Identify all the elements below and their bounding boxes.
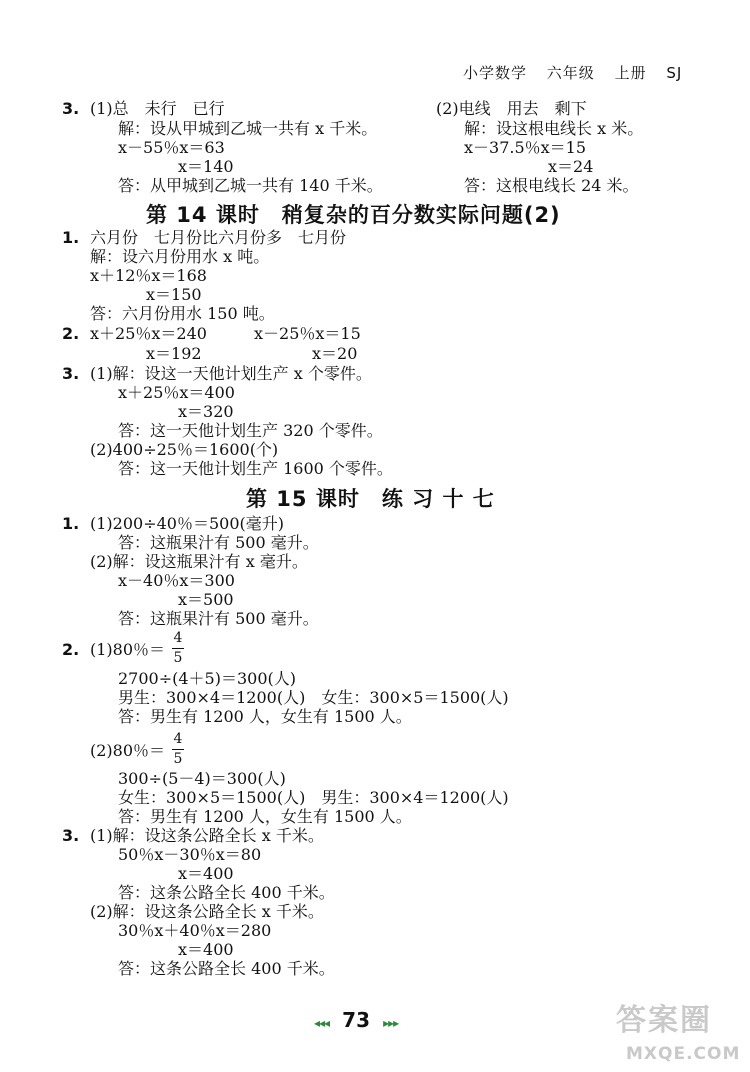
equation-line: x＝192 [146, 344, 202, 363]
answer-line: 答：这一天他计划生产 1600 个零件。 [118, 459, 393, 478]
answer-line: 答：这瓶果汁有 500 毫升。 [118, 609, 319, 628]
equation-line: x＝400 [178, 864, 234, 883]
answer-line: (1)解：设这条公路全长 x 千米。 [90, 826, 324, 845]
equation-line: x＝150 [146, 285, 202, 304]
answer-line: 答：六月份用水 150 吨。 [90, 304, 275, 323]
answer-line: 六月份 七月份比六月份多 七月份 [90, 228, 347, 247]
equation-line: 女生：300×5＝1500(人) 男生：300×4＝1200(人) [118, 788, 509, 807]
answer-line: 答：这条公路全长 400 千米。 [118, 959, 335, 978]
page-number: 73 [342, 1008, 371, 1032]
fraction-numerator: 4 [173, 630, 183, 646]
answer-line: (2)解：设这瓶果汁有 x 毫升。 [90, 552, 308, 571]
answer-line: 解：设从甲城到乙城一共有 x 千米。 [118, 119, 378, 138]
equation-line: x－40％x＝300 [118, 571, 235, 590]
answer-line: (2)电线 用去 剩下 [436, 99, 587, 118]
header-grade: 六年级 [546, 64, 595, 82]
equation-line: x－55％x＝63 [118, 138, 225, 157]
equation-line: (2)400÷25％＝1600(个) [90, 440, 279, 459]
question-number: 1. [62, 228, 80, 247]
question-number: 1. [62, 514, 80, 533]
answer-line: 答：男生有 1200 人，女生有 1500 人。 [118, 707, 412, 726]
equation-line: (1)200÷40％＝500(毫升) [90, 514, 284, 533]
answer-line: (1)总 未行 已行 [90, 99, 225, 118]
equation-line: 50％x－30％x＝80 [118, 845, 262, 864]
equation-line: 30％x＋40％x＝280 [118, 921, 272, 940]
equation-line: (1)80％＝ [90, 640, 166, 659]
question-number: 3. [62, 364, 80, 383]
question-number: 3. [62, 99, 80, 118]
question-number: 3. [62, 826, 80, 845]
equation-line: x－37.5％x＝15 [464, 138, 587, 157]
header-volume: 上册 [614, 64, 647, 82]
lesson-14-title: 第 14 课时 稍复杂的百分数实际问题(2) [146, 203, 561, 227]
equation-line: x＝400 [178, 940, 234, 959]
equation-line: x＝20 [312, 344, 358, 363]
equation-line: 2700÷(4＋5)＝300(人) [118, 669, 296, 688]
fraction-bar [172, 749, 184, 750]
equation-line: x＝500 [178, 590, 234, 609]
answer-line: 答：这条公路全长 400 千米。 [118, 883, 335, 902]
answer-line: 答：这一天他计划生产 320 个零件。 [118, 421, 383, 440]
equation-line: x－25％x＝15 [254, 324, 361, 343]
page-footer [314, 1010, 398, 1030]
watermark-url: MXQE.COM [626, 1044, 741, 1064]
answer-line: 答：男生有 1200 人，女生有 1500 人。 [118, 807, 412, 826]
answer-line: (1)解：设这一天他计划生产 x 个零件。 [90, 364, 372, 383]
question-number: 2. [62, 324, 80, 343]
answer-line: (2)解：设这条公路全长 x 千米。 [90, 902, 324, 921]
equation-line: x＝320 [178, 402, 234, 421]
answer-line: 解：设六月份用水 x 吨。 [90, 247, 270, 266]
equation-line: 男生：300×4＝1200(人) 女生：300×5＝1500(人) [118, 688, 509, 707]
fraction-denominator: 5 [173, 751, 183, 767]
fraction-bar [172, 648, 184, 649]
prev-arrows-icon: ◂◂◂ [314, 1016, 330, 1030]
next-arrows-icon: ▸▸▸ [383, 1016, 399, 1030]
watermark-logo: 答案圈 [616, 1003, 712, 1038]
answer-line: 解：设这根电线长 x 米。 [464, 119, 644, 138]
equation-line: x＋12％x＝168 [90, 266, 207, 285]
answer-line: 答：这根电线长 24 米。 [464, 176, 639, 195]
answer-line: 答：这瓶果汁有 500 毫升。 [118, 533, 319, 552]
question-number: 2. [62, 640, 80, 659]
lesson-15-title: 第 15 课时 练 习 十 七 [246, 487, 495, 511]
equation-line: x＋25％x＝240 [90, 324, 207, 343]
running-header [463, 66, 682, 81]
header-edition: SJ [666, 64, 683, 82]
answer-line: 答：从甲城到乙城一共有 140 千米。 [118, 176, 383, 195]
equation-line: x＋25％x＝400 [118, 383, 235, 402]
equation-line: x＝140 [178, 157, 234, 176]
fraction [172, 732, 184, 766]
header-subject: 小学数学 [463, 64, 528, 82]
fraction-denominator: 5 [173, 650, 183, 666]
equation-line: x＝24 [548, 157, 594, 176]
fraction [172, 631, 184, 665]
fraction-numerator: 4 [173, 731, 183, 747]
equation-line: (2)80％＝ [90, 741, 166, 760]
equation-line: 300÷(5－4)＝300(人) [118, 769, 286, 788]
